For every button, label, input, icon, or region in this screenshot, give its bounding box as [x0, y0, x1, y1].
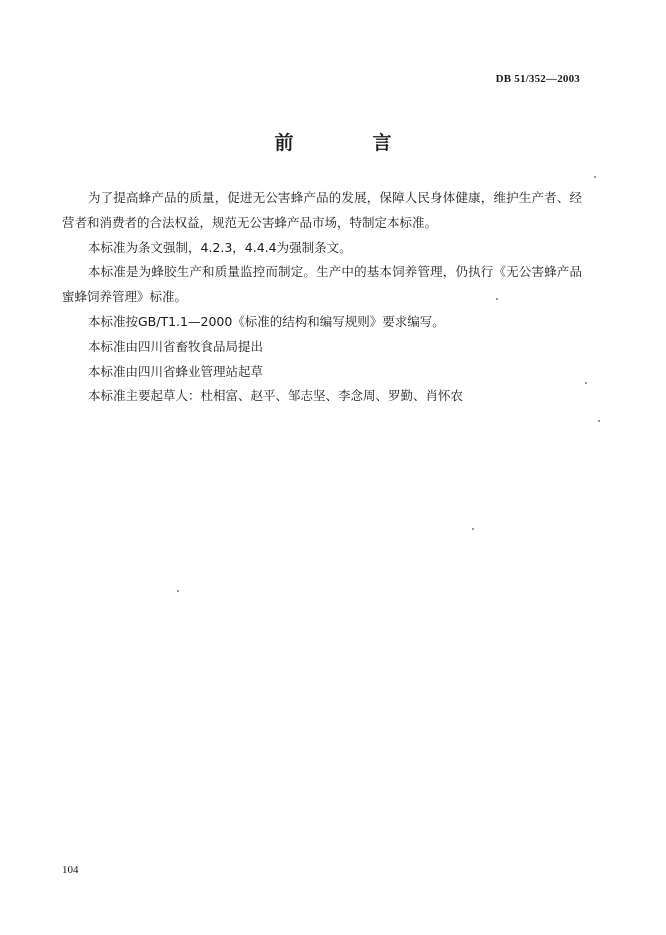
paragraph-purpose: 为了提高蜂产品的质量，促进无公害蜂产品的发展，保障人民身体健康，维护生产者、经营者和消费者的合法权益，规范无公害蜂产品市场，特制定本标准。: [62, 190, 582, 230]
scan-speck: [496, 298, 498, 300]
foreword-body: [62, 186, 582, 409]
scan-speck: [472, 528, 474, 530]
scan-speck: [177, 590, 179, 592]
paragraph-drafters: 本标准主要起草人：杜相富、赵平、邹志坚、李念周、罗勤、肖怀农: [88, 388, 464, 404]
scan-speck: [594, 176, 596, 178]
paragraph-scope: 本标准是为蜂胶生产和质量监控而制定。生产中的基本饲养管理，仍执行《无公害蜂产品 蜜蜂饲养管理》标准。: [62, 264, 582, 305]
paragraph-drafting-rules: 本标准按GB/T1.1—2000《标准的结构和编写规则》要求编写。: [88, 313, 445, 329]
paragraph-drafter-org: 本标准由四川省蜂业管理站起草: [88, 363, 264, 379]
page-number: 104: [62, 864, 79, 876]
scan-speck: [585, 382, 587, 384]
scan-speck: [598, 420, 600, 422]
paragraph-proposer: 本标准由四川省畜牧食品局提出: [88, 338, 264, 354]
page-title: 前 言: [274, 132, 422, 154]
standard-code: DB 51/352—2003: [495, 73, 580, 85]
paragraph-mandatory-clauses: 本标准为条文强制，4.2.3，4.4.4为强制条文。: [88, 239, 352, 255]
